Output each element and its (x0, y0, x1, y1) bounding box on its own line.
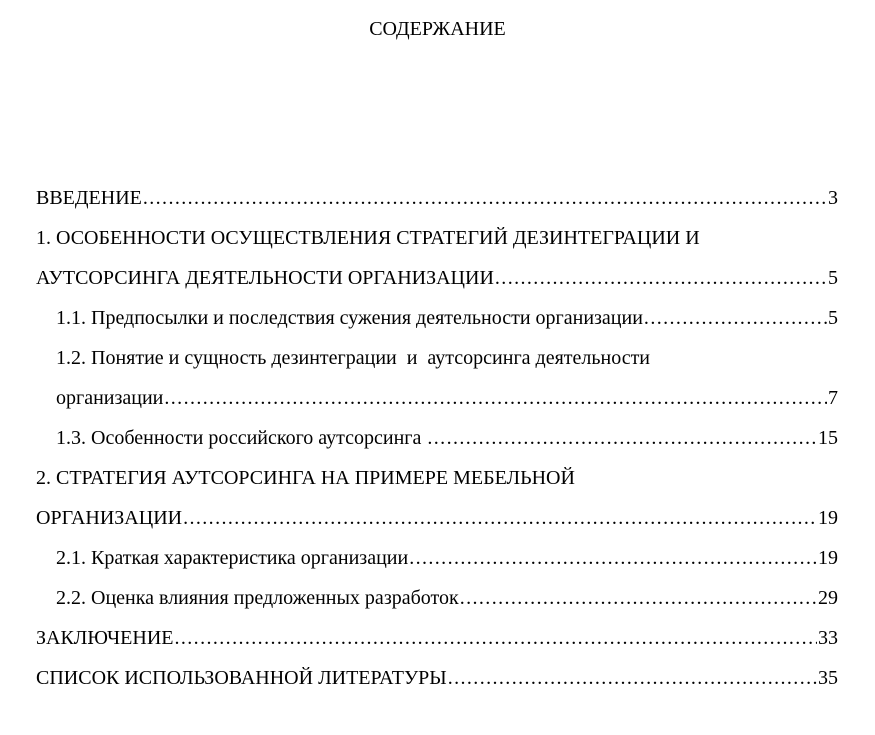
toc-page-number: 19 (818, 507, 838, 529)
dot-leader (164, 378, 827, 418)
toc-entry-introduction[interactable] (36, 178, 838, 218)
dot-leader (460, 578, 817, 618)
toc-entry-text: ЗАКЛЮЧЕНИЕ (36, 627, 174, 649)
toc-page-number: 19 (818, 547, 838, 569)
dot-leader (174, 618, 817, 658)
document-title: СОДЕРЖАНИЕ (369, 18, 506, 40)
toc-entry-text: 1.3. Особенности российского аутсорсинга (56, 427, 427, 449)
dot-leader (409, 538, 817, 578)
toc-entry-text: 1.1. Предпосылки и последствия сужения деятельности организации (56, 307, 643, 329)
toc-entry-section-1-2[interactable] (36, 338, 838, 418)
toc-entry-chapter-1[interactable] (36, 218, 838, 298)
toc-entry-section-1-3[interactable] (36, 418, 838, 458)
toc-entry-section-2-2[interactable] (36, 578, 838, 618)
toc-page-number: 5 (828, 267, 838, 289)
dot-leader (644, 298, 827, 338)
toc-entry-references[interactable] (36, 658, 838, 698)
toc-entry-text: 1. ОСОБЕННОСТИ ОСУЩЕСТВЛЕНИЯ СТРАТЕГИЙ ДЕЗИНТЕГРАЦИИ И (36, 227, 700, 249)
toc-page-number: 3 (828, 187, 838, 209)
toc-entry-section-2-1[interactable] (36, 538, 838, 578)
toc-entry-text: СПИСОК ИСПОЛЬЗОВАННОЙ ЛИТЕРАТУРЫ (36, 667, 447, 689)
toc-entry-text: 2. СТРАТЕГИЯ АУТСОРСИНГА НА ПРИМЕРЕ МЕБЕЛЬНОЙ (36, 467, 575, 489)
toc-entry-text: 2.2. Оценка влияния предложенных разработок (56, 587, 459, 609)
toc-entry-text: 2.1. Краткая характеристика организации (56, 547, 409, 569)
toc-entry-text: АУТСОРСИНГА ДЕЯТЕЛЬНОСТИ ОРГАНИЗАЦИИ (36, 267, 494, 289)
dot-leader (143, 178, 827, 218)
toc-entry-text: организации (56, 387, 164, 409)
toc-entry-conclusion[interactable] (36, 618, 838, 658)
toc-entry-chapter-2[interactable] (36, 458, 838, 538)
toc-page-number: 7 (828, 387, 838, 409)
toc-page-number: 15 (818, 427, 838, 449)
toc-entry-text: ОРГАНИЗАЦИИ (36, 507, 183, 529)
dot-leader (448, 658, 817, 698)
dot-leader (427, 418, 817, 458)
dot-leader (183, 498, 817, 538)
toc-page-number: 29 (818, 587, 838, 609)
dot-leader (495, 258, 827, 298)
toc-page-number: 5 (828, 307, 838, 329)
toc-entry-text: 1.2. Понятие и сущность дезинтеграции и аутсорсинга деятельности (56, 347, 651, 369)
toc-page-number: 33 (818, 627, 838, 649)
toc-entry-text: ВВЕДЕНИЕ (36, 187, 142, 209)
toc-page-number: 35 (818, 667, 838, 689)
toc-entry-section-1-1[interactable] (36, 298, 838, 338)
table-of-contents (36, 178, 838, 698)
